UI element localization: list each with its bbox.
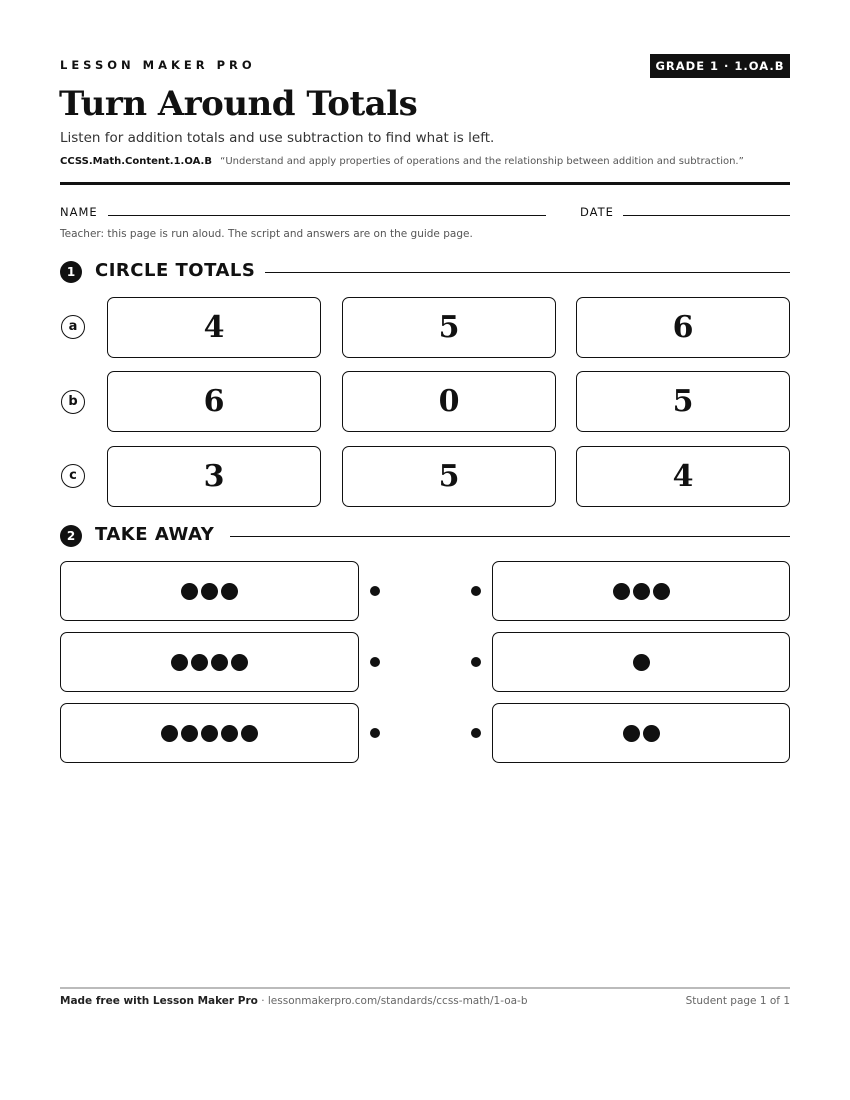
footer-url[interactable]: · lessonmakerpro.com/standards/ccss-math/1-oa-b — [257, 995, 528, 1007]
number-box[interactable]: 0 — [342, 371, 556, 432]
standard-code: CCSS.Math.Content.1.OA.B — [60, 156, 212, 167]
left-dot-box[interactable] — [60, 703, 359, 763]
number-box[interactable]: 6 — [576, 297, 790, 358]
date-label: DATE — [580, 205, 614, 219]
date-field[interactable] — [623, 215, 790, 216]
counter-dot — [231, 654, 248, 671]
section-number-badge: 1 — [60, 261, 82, 283]
counter-dot — [241, 725, 258, 742]
brand-name: LESSON MAKER PRO — [60, 58, 256, 72]
counter-dot — [181, 583, 198, 600]
counter-dot — [643, 725, 660, 742]
footer-credit — [60, 995, 528, 1007]
match-dot-left[interactable] — [370, 586, 380, 596]
counter-dot — [171, 654, 188, 671]
left-dot-box[interactable] — [60, 561, 359, 621]
counter-dot — [613, 583, 630, 600]
teacher-note: Teacher: this page is run aloud. The script and answers are on the guide page. — [60, 228, 473, 240]
number-box[interactable]: 4 — [576, 446, 790, 507]
row-letter-b: b — [61, 390, 85, 414]
number-box[interactable]: 5 — [342, 297, 556, 358]
number-box[interactable]: 3 — [107, 446, 321, 507]
match-dot-right[interactable] — [471, 657, 481, 667]
grade-badge: GRADE 1 · 1.OA.B — [650, 54, 790, 78]
name-label: NAME — [60, 205, 98, 219]
counter-dot — [221, 583, 238, 600]
right-dot-box[interactable] — [492, 703, 790, 763]
counter-dot — [201, 583, 218, 600]
match-dot-left[interactable] — [370, 728, 380, 738]
section-number-badge: 2 — [60, 525, 82, 547]
section-divider — [230, 536, 790, 537]
number-box[interactable]: 4 — [107, 297, 321, 358]
row-letter-c: c — [61, 464, 85, 488]
counter-dot — [211, 654, 228, 671]
name-field[interactable] — [108, 215, 546, 216]
right-dot-box[interactable] — [492, 561, 790, 621]
page-subtitle: Listen for addition totals and use subtraction to find what is left. — [60, 130, 495, 146]
page-title: Turn Around Totals — [59, 84, 418, 124]
counter-dot — [633, 583, 650, 600]
counter-dot — [161, 725, 178, 742]
counter-dot — [221, 725, 238, 742]
match-dot-left[interactable] — [370, 657, 380, 667]
section-divider — [265, 272, 790, 273]
match-dot-right[interactable] — [471, 728, 481, 738]
footer-divider — [60, 987, 790, 989]
counter-dot — [181, 725, 198, 742]
number-box[interactable]: 6 — [107, 371, 321, 432]
number-box[interactable]: 5 — [576, 371, 790, 432]
header-divider — [60, 182, 790, 185]
counter-dot — [633, 654, 650, 671]
left-dot-box[interactable] — [60, 632, 359, 692]
match-dot-right[interactable] — [471, 586, 481, 596]
section-title-circle-totals: CIRCLE TOTALS — [95, 260, 256, 281]
number-box[interactable]: 5 — [342, 446, 556, 507]
counter-dot — [623, 725, 640, 742]
footer-made-with: Made free with Lesson Maker Pro — [60, 995, 258, 1007]
counter-dot — [201, 725, 218, 742]
footer-page-number: Student page 1 of 1 — [685, 995, 790, 1007]
row-letter-a: a — [61, 315, 85, 339]
section-title-take-away: TAKE AWAY — [95, 524, 215, 545]
counter-dot — [653, 583, 670, 600]
standard-text: “Understand and apply properties of operations and the relationship between addition and subtraction.” — [220, 156, 744, 167]
counter-dot — [191, 654, 208, 671]
right-dot-box[interactable] — [492, 632, 790, 692]
standard-line — [60, 156, 744, 167]
